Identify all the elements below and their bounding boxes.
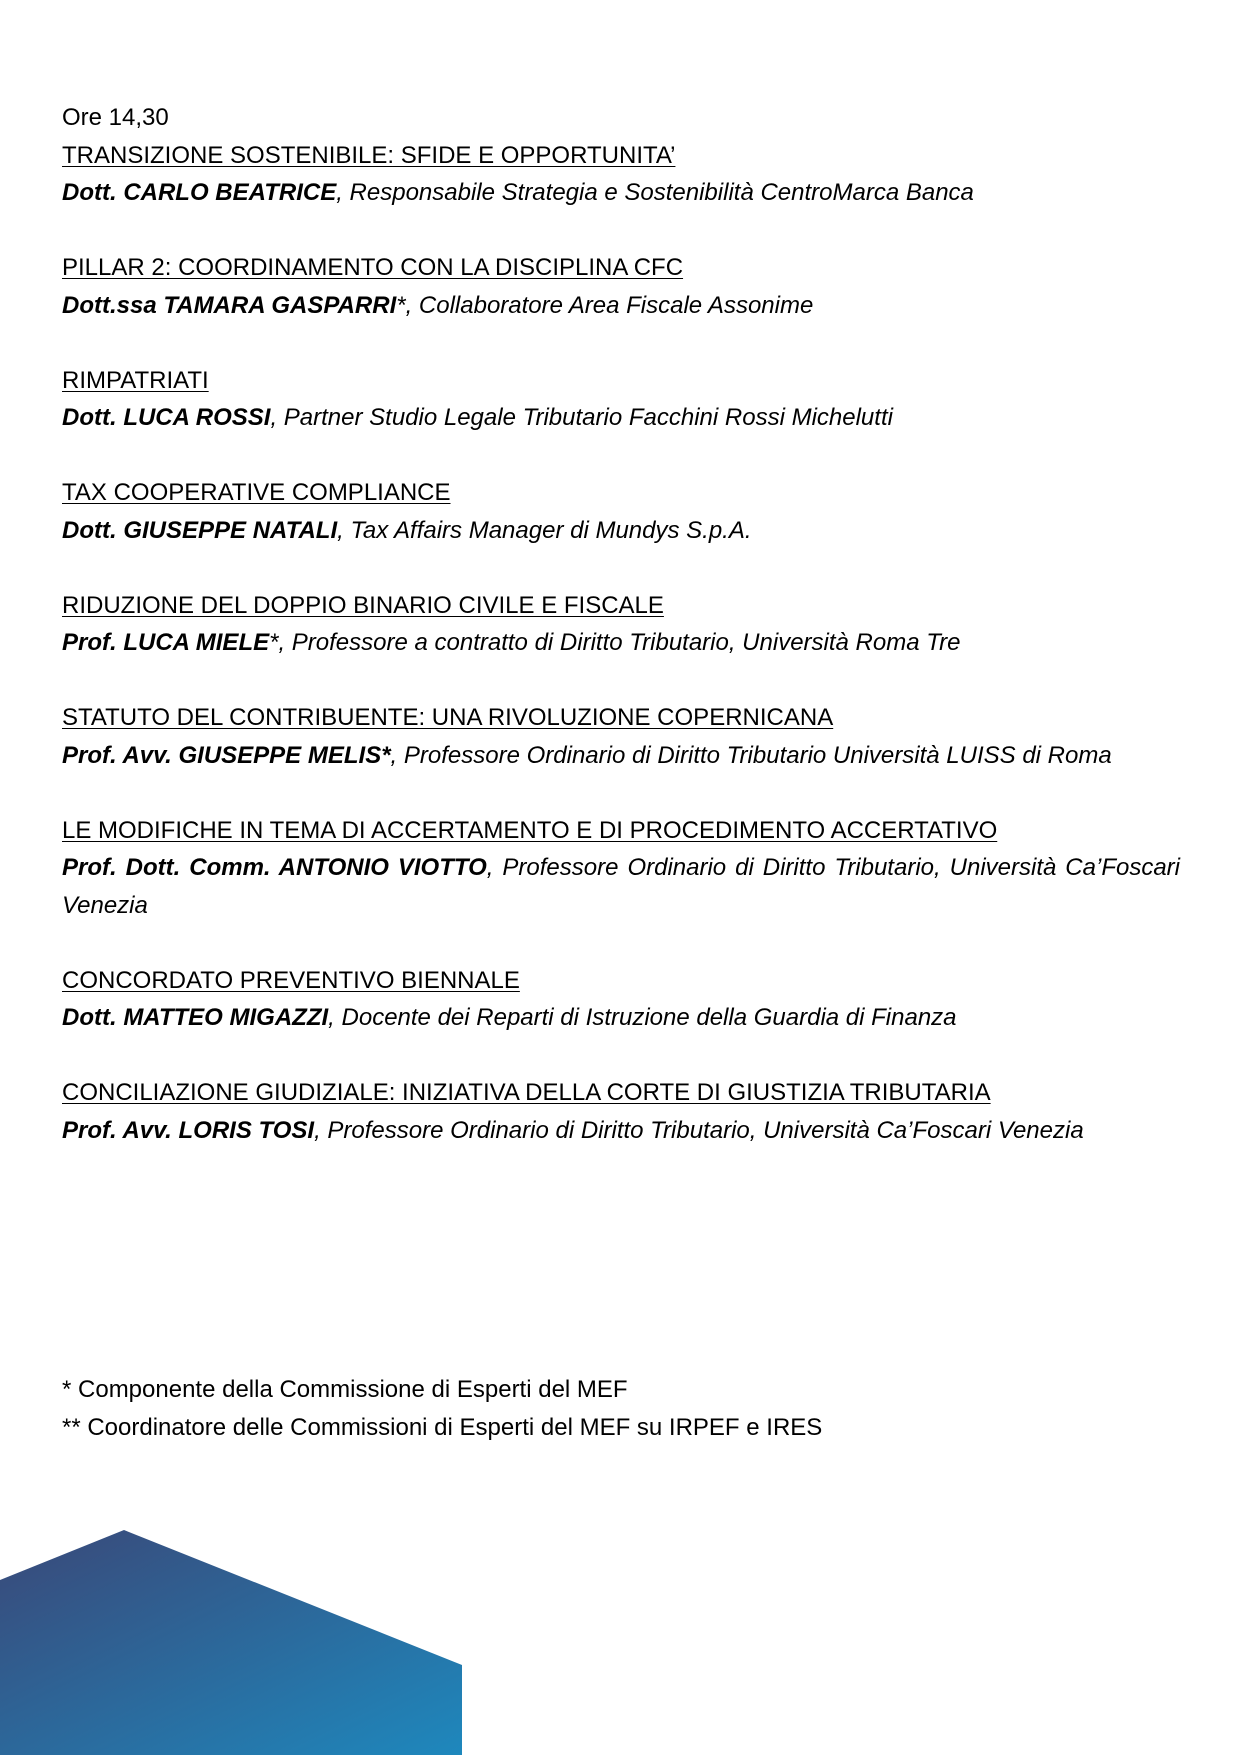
session-title: RIDUZIONE DEL DOPPIO BINARIO CIVILE E FISCALE	[62, 591, 664, 619]
speaker-name: Dott. LUCA ROSSI	[62, 404, 271, 431]
speaker-role: , Tax Affairs Manager di Mundys S.p.A.	[337, 516, 752, 544]
footnotes	[62, 1371, 1180, 1447]
speaker-line	[62, 174, 1180, 212]
speaker-line	[62, 737, 1180, 775]
session-item	[62, 699, 1180, 774]
session-title: STATUTO DEL CONTRIBUENTE: UNA RIVOLUZIONE COPERNICANA	[62, 704, 834, 731]
session-title: CONCILIAZIONE GIUDIZIALE: INIZIATIVA DELLA CORTE DI GIUSTIZIA TRIBUTARIA	[62, 1079, 991, 1106]
speaker-line	[62, 512, 1180, 550]
speaker-name: Prof. Dott. Comm. ANTONIO VIOTTO	[62, 854, 487, 881]
speaker-line	[62, 849, 1180, 924]
speaker-line	[62, 1112, 1180, 1150]
speaker-name: Dott. MATTEO MIGAZZI	[62, 1004, 329, 1031]
session-item	[62, 587, 1180, 662]
session-title: LE MODIFICHE IN TEMA DI ACCERTAMENTO E DI PROCEDIMENTO ACCERTATIVO	[62, 816, 998, 844]
speaker-line	[62, 399, 1180, 437]
session-item	[62, 1074, 1180, 1149]
hexagon-polygon	[0, 1530, 462, 1755]
session-title: CONCORDATO PREVENTIVO BIENNALE	[62, 966, 520, 994]
session-item	[62, 137, 1180, 212]
speaker-line	[62, 287, 1180, 325]
speaker-role: , Docente dei Reparti di Istruzione della Guardia di Finanza	[328, 1004, 957, 1031]
session-item	[62, 249, 1180, 324]
speaker-role: , Professore Ordinario di Diritto Tributario Università LUISS di Roma	[390, 741, 1112, 769]
decorative-hexagon-shape	[0, 1525, 462, 1755]
speaker-name: Prof. Avv. GIUSEPPE MELIS*	[62, 741, 391, 769]
program-schedule	[62, 99, 1180, 1187]
speaker-name: Prof. Avv. LORIS TOSI	[62, 1116, 315, 1144]
session-title: TAX COOPERATIVE COMPLIANCE	[62, 479, 451, 506]
speaker-role: , Partner Studio Legale Tributario Facchini Rossi Michelutti	[270, 404, 893, 431]
session-item	[62, 962, 1180, 1037]
session-item	[62, 812, 1180, 925]
speaker-role: , Professore Ordinario di Diritto Tributario, Università Ca’Foscari Venezia	[314, 1116, 1084, 1144]
speaker-name: Prof. LUCA MIELE	[62, 629, 270, 656]
session-title: PILLAR 2: COORDINAMENTO CON LA DISCIPLINA CFC	[62, 254, 684, 281]
speaker-line	[62, 999, 1180, 1037]
session-item	[62, 474, 1180, 549]
session-title: RIMPATRIATI	[62, 366, 209, 394]
session-time: Ore 14,30	[62, 104, 169, 131]
speaker-role: *, Professore a contratto di Diritto Tributario, Università Roma Tre	[269, 629, 961, 656]
speaker-line	[62, 624, 1180, 662]
speaker-role: , Professore Ordinario di Diritto Tributario, Università Ca’Foscari Venezia	[62, 854, 1180, 919]
footnote: * Componente della Commissione di Esperti del MEF	[62, 1376, 628, 1403]
session-item	[62, 362, 1180, 437]
speaker-name: Dott.ssa TAMARA GASPARRI	[62, 291, 397, 319]
speaker-role: , Responsabile Strategia e Sostenibilità CentroMarca Banca	[336, 179, 974, 206]
speaker-role: *, Collaboratore Area Fiscale Assonime	[396, 291, 814, 319]
footnote: ** Coordinatore delle Commissioni di Esperti del MEF su IRPEF e IRES	[62, 1414, 823, 1441]
speaker-name: Dott. GIUSEPPE NATALI	[62, 516, 338, 544]
session-title: TRANSIZIONE SOSTENIBILE: SFIDE E OPPORTUNITA’	[62, 141, 676, 169]
speaker-name: Dott. CARLO BEATRICE	[62, 179, 337, 206]
